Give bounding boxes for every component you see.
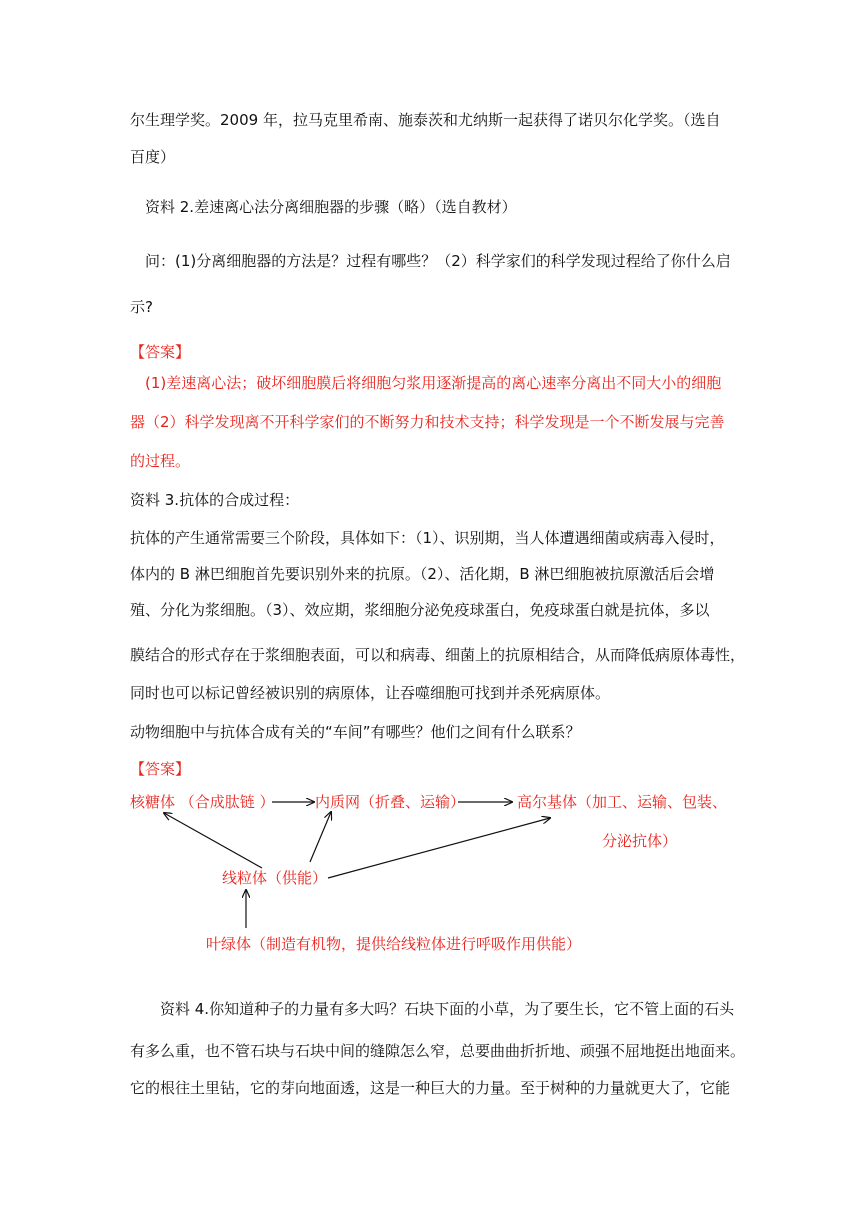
material3-line5: 同时也可以标记曾经被识别的病原体，让吞噬细胞可找到并杀死病原体。 (130, 684, 611, 702)
material3-line1: 抗体的产生通常需要三个阶段，具体如下：（1）、识别期，当人体遭遇细菌或病毒入侵时， (130, 529, 725, 547)
arrow-mito-to-golgi (328, 818, 550, 878)
paragraph1-line1: 尔生理学奖。2009 年，拉马克里希南、施泰茨和尤纳斯一起获得了诺贝尔化学奖。（选自 (130, 111, 721, 129)
material3-line4: 膜结合的形式存在于浆细胞表面，可以和病毒、细菌上的抗原相结合，从而降低病原体毒性， (130, 646, 746, 664)
material3-line3: 殖、分化为浆细胞。（3）、效应期，浆细胞分泌免疫球蛋白，免疫球蛋白就是抗体，多以 (130, 601, 710, 619)
material4-line1: 资料 4.你知道种子的力量有多大吗？石块下面的小草，为了要生长，它不管上面的石头 (160, 1000, 735, 1018)
chloroplast-label: 叶绿体（制造有机物，提供给线粒体进行呼吸作用供能） (206, 935, 582, 953)
material3-line2: 体内的 B 淋巴细胞首先要识别外来的抗原。（2）、活化期，B 淋巴细胞被抗原激活后会增 (130, 565, 715, 583)
er-label: 内质网（折叠、运输） (315, 793, 466, 811)
arrow-mito-to-er (310, 812, 331, 862)
question2-line2: 示? (130, 298, 153, 316)
mitochondria-label: 线粒体（供能） (222, 869, 328, 887)
answer2-line2: 器（2）科学发现离不开科学家们的不断努力和技术支持；科学发现是一个不断发展与完善 (130, 413, 725, 431)
question2-line1: 问：(1)分离细胞器的方法是？过程有哪些？（2）科学家们的科学发现过程给了你什么启 (145, 252, 731, 270)
answer-label-2: 【答案】 (130, 760, 191, 778)
answer2-line3: 的过程。 (130, 452, 191, 470)
material3-heading: 资料 3.抗体的合成过程： (130, 491, 300, 509)
arrow-mito-to-ribosome (164, 813, 262, 868)
answer-label-1: 【答案】 (130, 343, 191, 361)
material4-line3: 它的根往土里钻，它的芽向地面透，这是一种巨大的力量。至于树种的力量就更大了，它能 (130, 1079, 731, 1097)
question3: 动物细胞中与抗体合成有关的“车间”有哪些？他们之间有什么联系？ (130, 723, 581, 741)
ribosome-label: 核糖体 （合成肽链 ） (130, 793, 275, 811)
paragraph1-line2: 百度） (130, 148, 176, 166)
material4-line2: 有多么重，也不管石块与石块中间的缝隙怎么窄，总要曲曲折折地、顽强不屈地挺出地面来。 (130, 1042, 746, 1060)
answer2-line1: (1)差速离心法；破坏细胞膜后将细胞匀浆用逐渐提高的离心速率分离出不同大小的细胞 (145, 374, 722, 392)
material2-heading: 资料 2.差速离心法分离细胞器的步骤（略）（选自教材） (145, 198, 517, 216)
golgi-label-line1: 高尔基体（加工、运输、包装、 (517, 793, 728, 811)
golgi-label-line2: 分泌抗体） (602, 832, 678, 850)
